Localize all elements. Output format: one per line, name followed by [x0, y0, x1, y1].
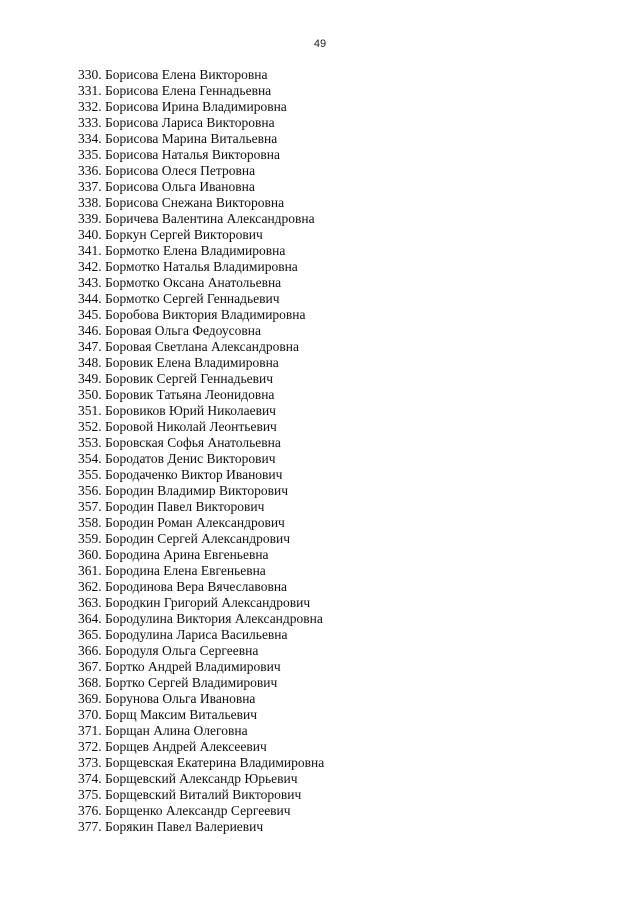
entry-name: Борякин Павел Валериевич: [105, 819, 264, 834]
entry-name: Борисова Ирина Владимировна: [105, 99, 287, 114]
entry-number: 376 .: [78, 803, 105, 818]
entry-name: Бортко Сергей Владимирович: [105, 675, 278, 690]
entry-number: 348 .: [78, 355, 105, 370]
list-item: [78, 339, 324, 355]
list-item: [78, 707, 324, 723]
list-item: [78, 387, 324, 403]
entry-name: Боровик Елена Владимировна: [105, 355, 279, 370]
entry-number: 350 .: [78, 387, 105, 402]
entry-name: Бородуля Ольга Сергеевна: [105, 643, 259, 658]
list-item: [78, 227, 324, 243]
entry-name: Борунова Ольга Ивановна: [105, 691, 256, 706]
entry-name: Боркун Сергей Викторович: [105, 227, 263, 242]
list-item: [78, 275, 324, 291]
entry-number: 374 .: [78, 771, 105, 786]
name-list: [78, 67, 324, 835]
entry-number: 344 .: [78, 291, 105, 306]
entry-number: 330 .: [78, 67, 105, 82]
list-item: [78, 803, 324, 819]
entry-number: 331 .: [78, 83, 105, 98]
list-item: [78, 163, 324, 179]
entry-name: Бородинова Вера Вячеславовна: [105, 579, 288, 594]
page-number: 49: [313, 38, 327, 50]
entry-number: 352 .: [78, 419, 105, 434]
entry-name: Бортко Андрей Владимирович: [105, 659, 281, 674]
entry-name: Борисова Марина Витальевна: [105, 131, 278, 146]
entry-number: 336 .: [78, 163, 105, 178]
entry-number: 358 .: [78, 515, 105, 530]
list-item: [78, 531, 324, 547]
entry-number: 373 .: [78, 755, 105, 770]
list-item: [78, 259, 324, 275]
list-item: [78, 739, 324, 755]
list-item: [78, 787, 324, 803]
entry-number: 333 .: [78, 115, 105, 130]
entry-number: 362 .: [78, 579, 105, 594]
entry-number: 377 .: [78, 819, 105, 834]
list-item: [78, 403, 324, 419]
entry-name: Борщевский Александр Юрьевич: [105, 771, 298, 786]
entry-number: 340 .: [78, 227, 105, 242]
entry-name: Боровик Сергей Геннадьевич: [105, 371, 274, 386]
list-item: [78, 323, 324, 339]
entry-name: Бормотко Наталья Владимировна: [105, 259, 298, 274]
list-item: [78, 291, 324, 307]
list-item: [78, 195, 324, 211]
entry-number: 341 .: [78, 243, 105, 258]
entry-number: 369 .: [78, 691, 105, 706]
entry-number: 359 .: [78, 531, 105, 546]
list-item: [78, 595, 324, 611]
entry-name: Боровая Ольга Федоусовна: [105, 323, 261, 338]
entry-number: 356 .: [78, 483, 105, 498]
entry-number: 338 .: [78, 195, 105, 210]
list-item: [78, 563, 324, 579]
list-item: [78, 243, 324, 259]
list-item: [78, 131, 324, 147]
list-item: [78, 643, 324, 659]
list-item: [78, 627, 324, 643]
entry-name: Боробова Виктория Владимировна: [105, 307, 306, 322]
entry-name: Борщ Максим Витальевич: [105, 707, 258, 722]
list-item: [78, 755, 324, 771]
entry-name: Бормотко Сергей Геннадьевич: [105, 291, 280, 306]
entry-number: 370 .: [78, 707, 105, 722]
entry-name: Боровой Николай Леонтьевич: [105, 419, 277, 434]
list-item: [78, 67, 324, 83]
list-item: [78, 355, 324, 371]
list-item: [78, 451, 324, 467]
list-item: [78, 691, 324, 707]
list-item: [78, 771, 324, 787]
list-item: [78, 99, 324, 115]
entry-name: Борщенко Александр Сергеевич: [105, 803, 291, 818]
entry-number: 361 .: [78, 563, 105, 578]
entry-number: 332 .: [78, 99, 105, 114]
list-item: [78, 483, 324, 499]
list-item: [78, 819, 324, 835]
entry-number: 354 .: [78, 451, 105, 466]
entry-number: 343 .: [78, 275, 105, 290]
entry-number: 357 .: [78, 499, 105, 514]
entry-number: 360 .: [78, 547, 105, 562]
entry-name: Борисова Елена Геннадьевна: [105, 83, 272, 98]
entry-name: Бородин Владимир Викторович: [105, 483, 288, 498]
entry-name: Борисова Елена Викторовна: [105, 67, 268, 82]
entry-number: 335 .: [78, 147, 105, 162]
list-item: [78, 611, 324, 627]
entry-name: Бормотко Оксана Анатольевна: [105, 275, 282, 290]
entry-number: 368 .: [78, 675, 105, 690]
entry-name: Борщевская Екатерина Владимировна: [105, 755, 325, 770]
entry-name: Бородин Сергей Александрович: [105, 531, 290, 546]
entry-number: 351 .: [78, 403, 105, 418]
entry-name: Бородкин Григорий Александрович: [105, 595, 311, 610]
entry-name: Борисова Наталья Викторовна: [105, 147, 280, 162]
entry-name: Борщан Алина Олеговна: [105, 723, 248, 738]
entry-number: 334 .: [78, 131, 105, 146]
entry-name: Боровик Татьяна Леонидовна: [105, 387, 275, 402]
entry-number: 349 .: [78, 371, 105, 386]
list-item: [78, 83, 324, 99]
list-item: [78, 371, 324, 387]
entry-number: 355 .: [78, 467, 105, 482]
list-item: [78, 675, 324, 691]
entry-name: Борисова Ольга Ивановна: [105, 179, 255, 194]
list-item: [78, 211, 324, 227]
entry-number: 353 .: [78, 435, 105, 450]
list-item: [78, 147, 324, 163]
list-item: [78, 435, 324, 451]
list-item: [78, 659, 324, 675]
entry-name: Бормотко Елена Владимировна: [105, 243, 286, 258]
entry-number: 347 .: [78, 339, 105, 354]
entry-number: 367 .: [78, 659, 105, 674]
entry-name: Боровская Софья Анатольевна: [105, 435, 281, 450]
entry-name: Бородулина Лариса Васильевна: [105, 627, 288, 642]
list-item: [78, 499, 324, 515]
entry-number: 366 .: [78, 643, 105, 658]
entry-number: 372 .: [78, 739, 105, 754]
list-item: [78, 515, 324, 531]
entry-name: Бородина Арина Евгеньевна: [105, 547, 269, 562]
entry-number: 346 .: [78, 323, 105, 338]
entry-number: 345 .: [78, 307, 105, 322]
list-item: [78, 307, 324, 323]
entry-name: Боровая Светлана Александровна: [105, 339, 299, 354]
list-item: [78, 547, 324, 563]
list-item: [78, 579, 324, 595]
entry-name: Бородин Павел Викторович: [105, 499, 265, 514]
entry-number: 363 .: [78, 595, 105, 610]
list-item: [78, 179, 324, 195]
entry-name: Бородулина Виктория Александровна: [105, 611, 323, 626]
entry-number: 339 .: [78, 211, 105, 226]
entry-name: Боричева Валентина Александровна: [105, 211, 315, 226]
entry-number: 342 .: [78, 259, 105, 274]
entry-name: Боровиков Юрий Николаевич: [105, 403, 276, 418]
list-item: [78, 467, 324, 483]
list-item: [78, 419, 324, 435]
list-item: [78, 723, 324, 739]
entry-name: Бородаченко Виктор Иванович: [105, 467, 283, 482]
entry-name: Борисова Олеся Петровна: [105, 163, 256, 178]
list-item: [78, 115, 324, 131]
entry-number: 364 .: [78, 611, 105, 626]
entry-number: 375 .: [78, 787, 105, 802]
entry-number: 337 .: [78, 179, 105, 194]
entry-name: Бородатов Денис Викторович: [105, 451, 276, 466]
entry-name: Борисова Снежана Викторовна: [105, 195, 285, 210]
entry-name: Борщевский Виталий Викторович: [105, 787, 302, 802]
entry-number: 365 .: [78, 627, 105, 642]
entry-name: Бородина Елена Евгеньевна: [105, 563, 266, 578]
entry-name: Бородин Роман Александрович: [105, 515, 285, 530]
entry-name: Борисова Лариса Викторовна: [105, 115, 275, 130]
entry-number: 371 .: [78, 723, 105, 738]
entry-name: Борщев Андрей Алексеевич: [105, 739, 267, 754]
